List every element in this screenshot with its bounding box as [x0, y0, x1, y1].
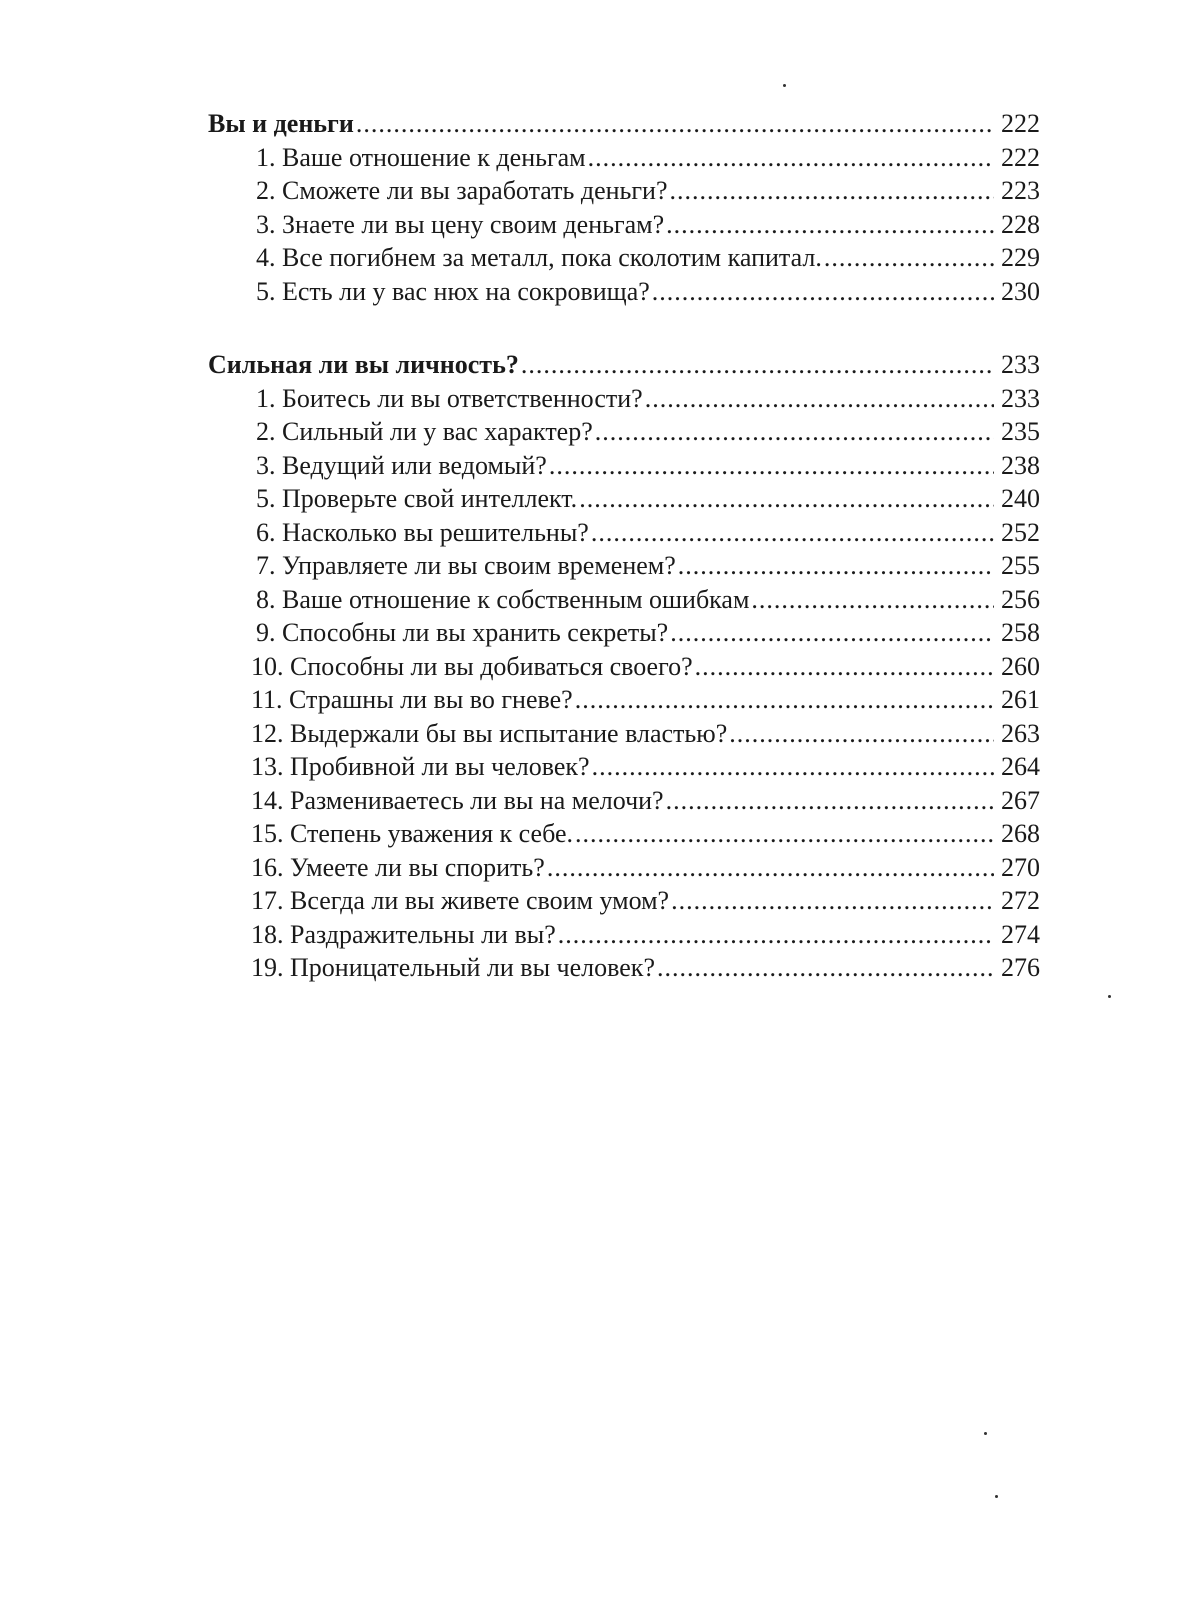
toc-entry-page: 230: [1001, 276, 1040, 306]
toc-entry-page: 261: [1001, 685, 1040, 714]
toc-entry: [208, 750, 1040, 784]
toc-entry: [208, 884, 1040, 918]
table-of-contents: [208, 107, 1040, 1025]
dot-leader: [645, 382, 994, 416]
toc-heading-title: Сильная ли вы личность?: [208, 350, 519, 379]
toc-entry-page: 235: [1001, 417, 1040, 446]
toc-entry: [208, 275, 1040, 309]
toc-entry: [208, 583, 1040, 617]
toc-entry-page: 260: [1001, 651, 1040, 681]
dot-leader: [595, 415, 994, 449]
dot-leader: [575, 683, 994, 717]
toc-entry-title: 6. Насколько вы решительны?: [256, 517, 589, 547]
dot-leader: [549, 449, 994, 483]
toc-entry: [208, 549, 1040, 583]
dot-leader: [751, 583, 994, 617]
toc-entry-title: 3. Знаете ли вы цену своим деньгам?: [256, 209, 665, 239]
toc-entry-title: 1. Ваше отношение к деньгам: [256, 142, 586, 172]
toc-entry-title: 13. Пробивной ли вы человек?: [251, 752, 590, 781]
dot-leader: [652, 275, 994, 309]
toc-entry: [208, 918, 1040, 952]
toc-entry-title: 15. Степень уважения к себе.: [251, 819, 574, 848]
dot-leader: [591, 516, 994, 550]
toc-heading-page: 233: [1001, 350, 1040, 379]
toc-entry: [208, 650, 1040, 684]
toc-entry-title: 12. Выдержали бы вы испытание властью?: [251, 718, 728, 748]
toc-entry-page: 229: [1001, 243, 1040, 272]
dot-leader: [671, 884, 994, 918]
toc-entry-page: 255: [1001, 551, 1040, 580]
toc-entry: [208, 717, 1040, 751]
scan-speck: [783, 84, 786, 87]
toc-entry-page: 258: [1001, 618, 1040, 647]
toc-entry: [208, 415, 1040, 449]
toc-entry-page: 270: [1001, 852, 1040, 882]
dot-leader: [592, 750, 994, 784]
toc-section-money: [208, 107, 1040, 308]
toc-section-personality: [208, 348, 1040, 985]
dot-leader: [670, 174, 994, 208]
dot-leader: [695, 650, 994, 684]
toc-entry: [208, 382, 1040, 416]
dot-leader: [666, 784, 994, 818]
toc-entry-title: 19. Проницательный ли вы человек?: [251, 953, 655, 982]
dot-leader: [356, 107, 994, 141]
toc-entry-title: 7. Управляете ли вы своим временем?: [256, 551, 676, 580]
dot-leader: [678, 549, 994, 583]
toc-entry: [208, 241, 1040, 275]
toc-entry-page: 228: [1001, 209, 1040, 239]
dot-leader: [729, 717, 994, 751]
toc-entry-page: 238: [1001, 450, 1040, 480]
toc-entry: [208, 616, 1040, 650]
toc-entry-page: 272: [1001, 886, 1040, 915]
toc-entry: [208, 482, 1040, 516]
dot-leader: [588, 141, 994, 175]
dot-leader: [579, 482, 994, 516]
toc-entry-page: 274: [1001, 919, 1040, 949]
toc-entry: [208, 449, 1040, 483]
toc-entry-title: 16. Умеете ли вы спорить?: [251, 852, 545, 882]
toc-entry-page: 223: [1001, 176, 1040, 205]
toc-entry-page: 252: [1001, 517, 1040, 547]
scan-speck: [995, 1495, 998, 1498]
toc-heading-title: Вы и деньги: [208, 109, 354, 138]
toc-entry: [208, 516, 1040, 550]
toc-entry-page: 276: [1001, 953, 1040, 982]
toc-entry-page: 268: [1001, 819, 1040, 848]
dot-leader: [670, 616, 994, 650]
toc-entry: [208, 141, 1040, 175]
toc-heading-page: 222: [1001, 109, 1040, 138]
toc-entry-title: 18. Раздражительны ли вы?: [251, 919, 556, 949]
toc-entry-title: 2. Сильный ли у вас характер?: [256, 417, 593, 446]
toc-heading: [208, 348, 1040, 382]
toc-entry: [208, 817, 1040, 851]
toc-entry: [208, 951, 1040, 985]
toc-entry: [208, 683, 1040, 717]
toc-heading: [208, 107, 1040, 141]
toc-entry: [208, 174, 1040, 208]
toc-entry-page: 240: [1001, 484, 1040, 513]
toc-entry-title: 17. Всегда ли вы живете своим умом?: [251, 886, 670, 915]
toc-entry-page: 263: [1001, 718, 1040, 748]
toc-entry-title: 14. Размениваетесь ли вы на мелочи?: [251, 785, 664, 815]
toc-entry-title: 2. Сможете ли вы заработать деньги?: [256, 176, 668, 205]
toc-entry-title: 8. Ваше отношение к собственным ошибкам: [256, 584, 750, 614]
dot-leader: [657, 951, 994, 985]
dot-leader: [558, 918, 994, 952]
toc-entry-page: 256: [1001, 584, 1040, 614]
toc-entry-page: 267: [1001, 785, 1040, 815]
toc-entry: [208, 851, 1040, 885]
scan-speck: [984, 1432, 987, 1435]
dot-leader: [575, 817, 994, 851]
dot-leader: [824, 241, 994, 275]
toc-entry-title: 4. Все погибнем за металл, пока сколотим капитал.: [256, 243, 822, 272]
toc-entry-title: 1. Боитесь ли вы ответственности?: [256, 383, 643, 413]
toc-entry-page: 264: [1001, 752, 1040, 781]
toc-entry: [208, 208, 1040, 242]
dot-leader: [547, 851, 994, 885]
toc-entry-title: 11. Страшны ли вы во гневе?: [251, 685, 573, 714]
toc-entry-page: 222: [1001, 142, 1040, 172]
scan-speck: [1108, 995, 1111, 998]
toc-entry-title: 10. Способны ли вы добиваться своего?: [251, 651, 693, 681]
toc-entry-title: 9. Способны ли вы хранить секреты?: [256, 618, 669, 647]
dot-leader: [521, 348, 994, 382]
dot-leader: [666, 208, 994, 242]
toc-entry-title: 5. Есть ли у вас нюх на сокровища?: [256, 276, 650, 306]
toc-entry-page: 233: [1001, 383, 1040, 413]
toc-entry-title: 5. Проверьте свой интеллект.: [256, 484, 578, 513]
toc-entry: [208, 784, 1040, 818]
toc-entry-title: 3. Ведущий или ведомый?: [256, 450, 547, 480]
